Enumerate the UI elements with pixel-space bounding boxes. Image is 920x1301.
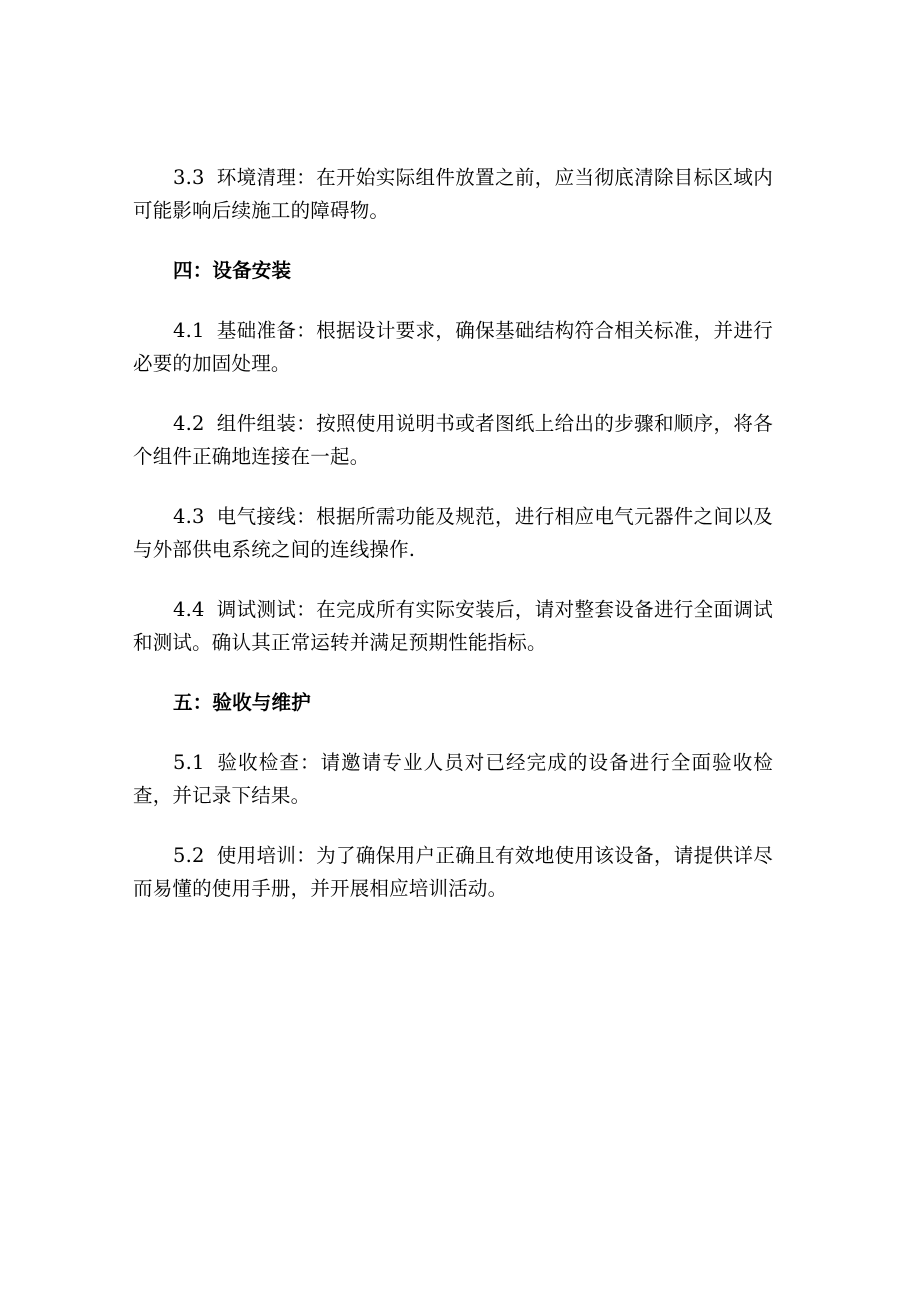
paragraph-4-1 bbox=[133, 314, 773, 380]
section-number: 4.3 bbox=[173, 505, 205, 528]
paragraph-text: 环境清理：在开始实际组件放置之前，应当彻底清除目标区域内可能影响后续施工的障碍物。 bbox=[133, 166, 773, 222]
section-heading-5: 五：验收与维护 bbox=[173, 691, 311, 714]
section-heading-4: 四：设备安装 bbox=[173, 259, 292, 282]
document-body bbox=[133, 161, 773, 932]
paragraph-text: 验收检查：请邀请专业人员对已经完成的设备进行全面验收检查，并记录下结果。 bbox=[133, 751, 773, 807]
paragraph-5-2 bbox=[133, 839, 773, 905]
paragraph-text: 组件组装：按照使用说明书或者图纸上给出的步骤和顺序，将各个组件正确地连接在一起。 bbox=[133, 412, 773, 468]
paragraph-4-2 bbox=[133, 407, 773, 473]
section-number: 3.3 bbox=[173, 166, 205, 189]
section-number: 4.1 bbox=[173, 319, 205, 342]
section-number: 4.2 bbox=[173, 412, 205, 435]
paragraph-text: 电气接线：根据所需功能及规范，进行相应电气元器件之间以及与外部供电系统之间的连线操作. bbox=[133, 505, 773, 561]
paragraph-3-3 bbox=[133, 161, 773, 227]
paragraph-4-3 bbox=[133, 500, 773, 566]
section-number: 4.4 bbox=[173, 598, 205, 621]
paragraph-text: 调试测试：在完成所有实际安装后，请对整套设备进行全面调试和测试。确认其正常运转并满足预期性能指标。 bbox=[133, 598, 773, 654]
paragraph-text: 基础准备：根据设计要求，确保基础结构符合相关标准，并进行必要的加固处理。 bbox=[133, 319, 773, 375]
section-number: 5.2 bbox=[173, 844, 205, 867]
section-number: 5.1 bbox=[173, 751, 205, 774]
paragraph-5-1 bbox=[133, 746, 773, 812]
paragraph-text: 使用培训：为了确保用户正确且有效地使用该设备，请提供详尽而易懂的使用手册，并开展相应培训活动。 bbox=[133, 844, 773, 900]
paragraph-4-4 bbox=[133, 593, 773, 659]
